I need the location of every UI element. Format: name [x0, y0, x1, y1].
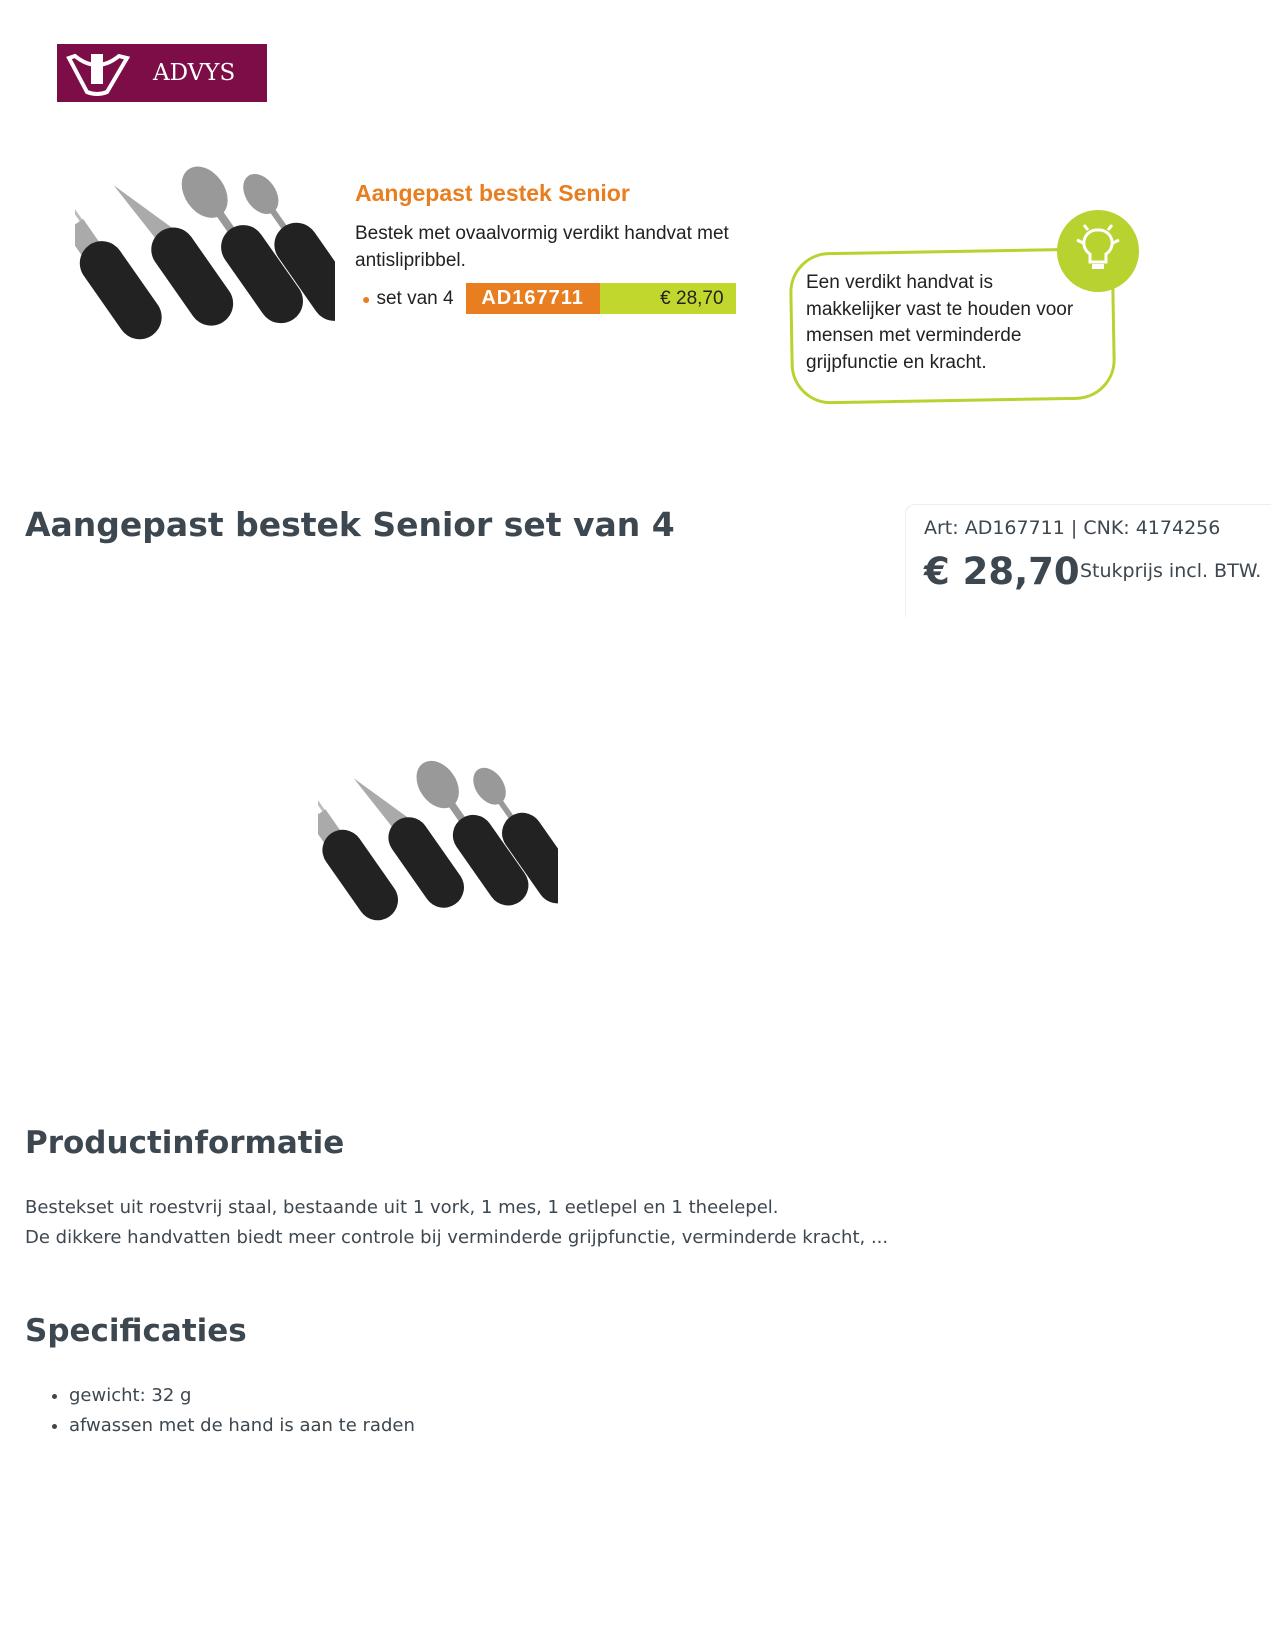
advys-logo[interactable]: ADVYS: [57, 44, 267, 102]
specs-list: [25, 1381, 415, 1441]
banner-code: AD167711: [466, 283, 600, 314]
product-title: Aangepast bestek Senior set van 4: [25, 505, 675, 544]
info-line: Bestekset uit roestvrij staal, bestaande uit 1 vork, 1 mes, 1 eetlepel en 1 theelepel.: [25, 1197, 779, 1218]
info-line: De dikkere handvatten biedt meer controle bij verminderde grijpfunctie, verminderde kracht, ...: [25, 1227, 889, 1248]
bullet-icon: ●: [362, 290, 371, 307]
lightbulb-icon: [1057, 210, 1139, 292]
banner-title: Aangepast bestek Senior: [355, 180, 630, 206]
spec-item: • afwassen met de hand is aan te raden: [69, 1411, 415, 1441]
cutlery-banner-image: [75, 162, 335, 362]
banner-variant: set van 4: [376, 287, 454, 309]
spec-item: • gewicht: 32 g: [69, 1381, 415, 1411]
info-text: [25, 1193, 888, 1253]
product-price: € 28,70: [924, 550, 1080, 593]
tip-text-box: [806, 270, 1096, 376]
tip-text: Een verdikt handvat is makkelijker vast te houden voor mensen met verminderde grijpfunctie en kracht.: [806, 272, 1074, 373]
article-numbers: Art: AD167711 | CNK: 4174256: [924, 517, 1221, 539]
product-image[interactable]: [318, 754, 558, 944]
logo-emblem-icon: [57, 44, 147, 102]
banner-description: Bestek met ovaalvormig verdikt handvat met antislipribbel.: [355, 223, 729, 271]
price-note: Stukprijs incl. BTW.: [1080, 560, 1262, 582]
banner-price: € 28,70: [600, 283, 736, 314]
banner-variant-row: [362, 283, 736, 314]
info-heading: Productinformatie: [25, 1125, 345, 1161]
specs-heading: Specificaties: [25, 1313, 247, 1349]
